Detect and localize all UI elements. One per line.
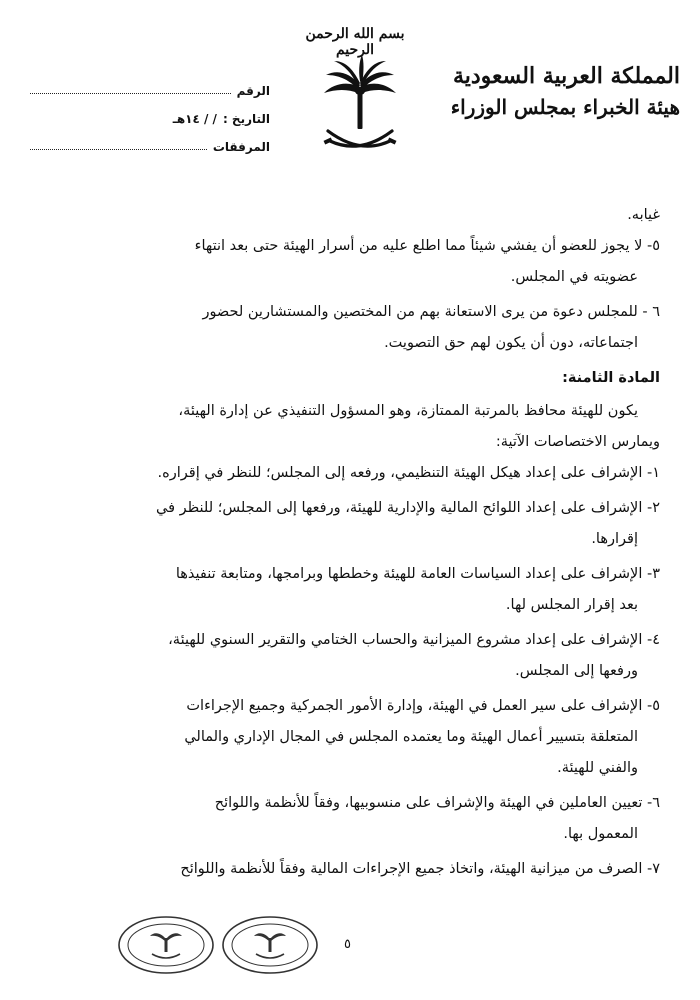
kingdom-name: المملكة العربية السعودية [452, 63, 680, 89]
clause-6-cont: اجتماعاته، دون أن يكون لهم حق التصويت. [384, 335, 638, 351]
article-heading: المادة الثامنة: [562, 370, 660, 386]
competency-6-text: ٦- تعيين العاملين في الهيئة والإشراف على منسوبيها، وفقاً للأنظمة واللوائح [214, 795, 660, 811]
attachments-label: المرفقات [212, 140, 270, 154]
palm-and-swords-icon [320, 55, 400, 160]
attachments-line [30, 148, 207, 150]
competency-3-cont: بعد إقرار المجلس لها. [505, 597, 638, 613]
official-seal-icon [116, 914, 216, 976]
official-seal-icon [220, 914, 320, 976]
clause-5 [60, 231, 660, 293]
competency-1: ١- الإشراف على إعداد هيكل الهيئة التنظيمي، ورفعه إلى المجلس؛ للنظر في إقراره. [157, 465, 660, 481]
date-row [30, 98, 270, 126]
body-line: غيابه. [627, 207, 660, 223]
intro-text: يكون للهيئة محافظ بالمرتبة الممتازة، وهو المسؤول التنفيذي عن إدارة الهيئة، [178, 403, 638, 419]
attachments-row [30, 126, 270, 154]
competency-5-cont2: والفني للهيئة. [557, 760, 638, 776]
letterhead [440, 60, 680, 122]
competency-4 [60, 625, 660, 687]
date-label: التاريخ : [222, 112, 270, 126]
competency-7: ٧- الصرف من ميزانية الهيئة، واتخاذ جميع الإجراءات المالية وفقاً للأنظمة واللوائح [180, 861, 660, 877]
competency-3 [60, 559, 660, 621]
competency-5 [60, 691, 660, 784]
competency-2-cont: إقرارها. [591, 531, 638, 547]
competency-4-cont: ورفعها إلى المجلس. [515, 663, 638, 679]
competency-3-text: ٣- الإشراف على إعداد السياسات العامة للهيئة وخططها وبرامجها، ومتابعة تنفيذها [175, 566, 660, 582]
ref-line [30, 92, 231, 94]
competency-5-cont1: المتعلقة بتسيير أعمال الهيئة وما يعتمده المجلس في المجال الإداري والمالي [184, 729, 638, 745]
article-intro [60, 396, 660, 458]
basmala: بسم الله الرحمن الرحيم [305, 26, 405, 58]
intro-cont: ويمارس الاختصاصات الآتية: [495, 434, 660, 450]
competency-6-cont: المعمول بها. [563, 826, 638, 842]
date-value: / / ١٤هـ [172, 112, 217, 126]
competency-2 [60, 493, 660, 555]
competency-2-text: ٢- الإشراف على إعداد اللوائح المالية والإدارية للهيئة، ورفعها إلى المجلس؛ للنظر في [156, 500, 660, 516]
document-body [60, 200, 660, 889]
clause-6-text: ٦ - للمجلس دعوة من يرى الاستعانة بهم من المختصين والمستشارين لحضور [202, 304, 660, 320]
competency-6 [60, 788, 660, 850]
page-number: ٥ [344, 937, 351, 952]
competency-4-text: ٤- الإشراف على إعداد مشروع الميزانية والحساب الختامي والتقرير السنوي للهيئة، [168, 632, 660, 648]
clause-5-text: ٥- لا يجوز للعضو أن يفشي شيئاً مما اطلع عليه من أسرار الهيئة حتى بعد انتهاء [194, 238, 660, 254]
authority-name: هيئة الخبراء بمجلس الوزراء [450, 95, 680, 119]
ref-row [30, 70, 270, 98]
ref-label: الرقم [236, 84, 270, 98]
reference-block [30, 70, 270, 154]
clause-6 [60, 297, 660, 359]
clause-5-cont: عضويته في المجلس. [510, 269, 638, 285]
competency-5-text: ٥- الإشراف على سير العمل في الهيئة، وإدارة الأمور الجمركية وجميع الإجراءات [186, 698, 660, 714]
